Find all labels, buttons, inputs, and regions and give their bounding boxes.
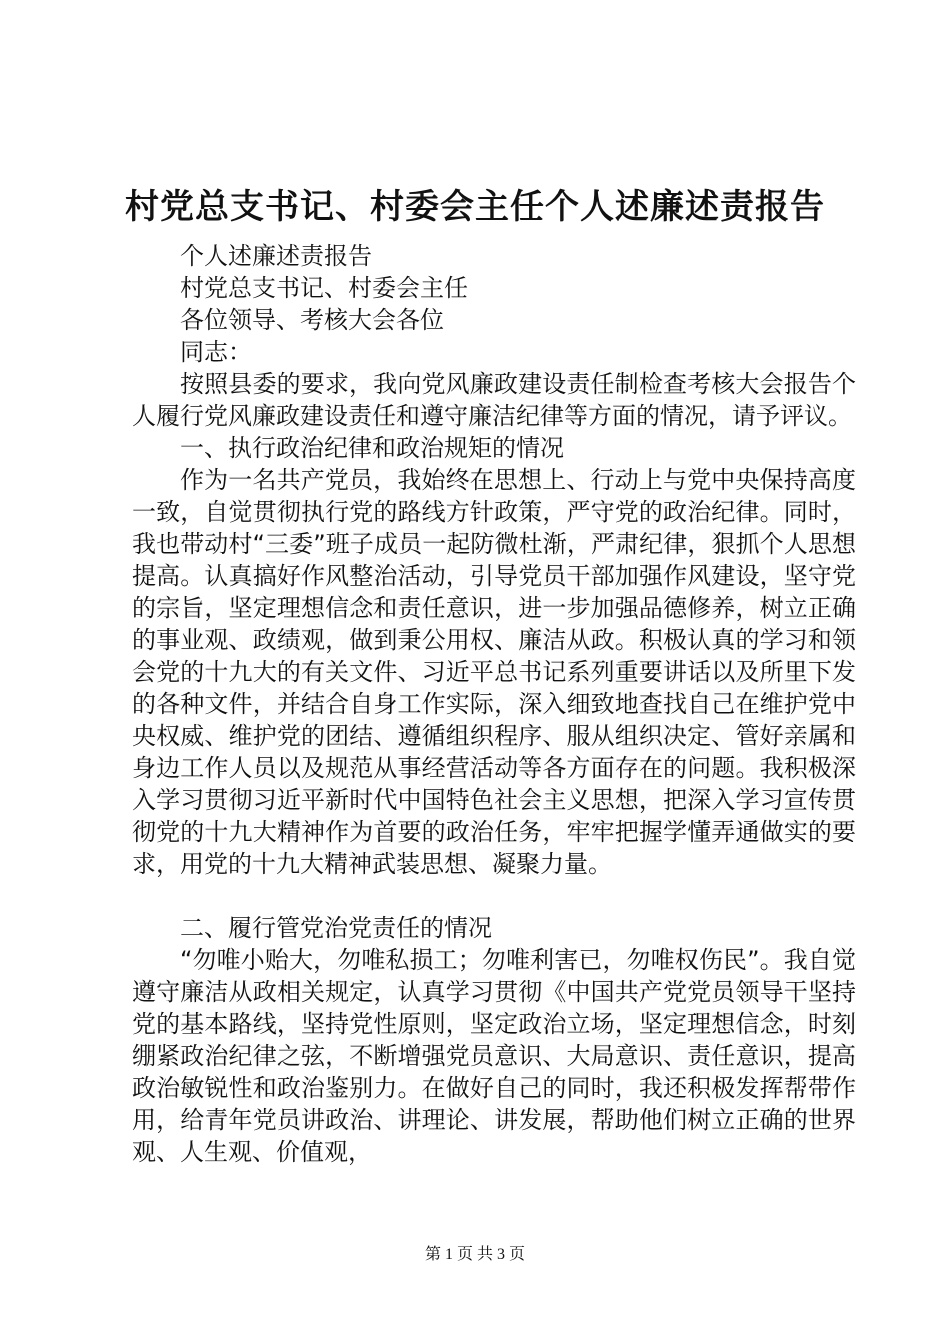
salutation-line: 各位领导、考核大会各位 xyxy=(180,306,444,334)
document-body xyxy=(132,240,856,1168)
salutation-end-line: 同志： xyxy=(180,338,252,366)
section-2-paragraph: “勿唯小贻大，勿唯私损工；勿唯利害已，勿唯权伤民”。我自觉遵守廉洁从政相关规定，认真学习贯彻《中国共产党党员领导干坚持党的基本路线，坚持党性原则，坚定政治立场，坚定理想信念，时刻绷紧政治纪律之弦，不断增强党员意识、大局意识、责任意识，提高政治敏锐性和政治鉴别力。在做好自己的同时，我还积极发挥帮带作用，给青年党员讲政治、讲理论、讲发展，帮助他们树立正确的世界观、人生观、价值观， xyxy=(132,946,856,1166)
intro-paragraph: 按照县委的要求，我向党风廉政建设责任制检查考核大会报告个人履行党风廉政建设责任和遵守廉洁纪律等方面的情况，请予评议。 xyxy=(132,370,856,430)
position-line: 村党总支书记、村委会主任 xyxy=(180,274,468,302)
document-title: 村党总支书记、村委会主任个人述廉述责报告 xyxy=(125,187,825,227)
subtitle-line: 个人述廉述责报告 xyxy=(180,242,372,270)
section-2-heading: 二、履行管党治党责任的情况 xyxy=(180,914,492,942)
page-footer: 第 1 页 共 3 页 xyxy=(424,1246,525,1263)
paragraph-gap xyxy=(132,880,856,912)
section-1-heading: 一、执行政治纪律和政治规矩的情况 xyxy=(180,434,564,462)
section-1-paragraph: 作为一名共产党员，我始终在思想上、行动上与党中央保持高度一致，自觉贯彻执行党的路线方针政策，严守党的政治纪律。同时，我也带动村“三委”班子成员一起防微杜渐，严肃纪律，狠抓个人思想提高。认真搞好作风整治活动，引导党员干部加强作风建设，坚守党的宗旨，坚定理想信念和责任意识，进一步加强品德修养，树立正确的事业观、政绩观，做到秉公用权、廉洁从政。积极认真的学习和领会党的十九大的有关文件、习近平总书记系列重要讲话以及所里下发的各种文件，并结合自身工作实际，深入细致地查找自己在维护党中央权威、维护党的团结、遵循组织程序、服从组织决定、管好亲属和身边工作人员以及规范从事经营活动等各方面存在的问题。我积极深入学习贯彻习近平新时代中国特色社会主义思想，把深入学习宣传贯彻党的十九大精神作为首要的政治任务，牢牢把握学懂弄通做实的要求，用党的十九大精神武装思想、凝聚力量。 xyxy=(132,466,856,878)
